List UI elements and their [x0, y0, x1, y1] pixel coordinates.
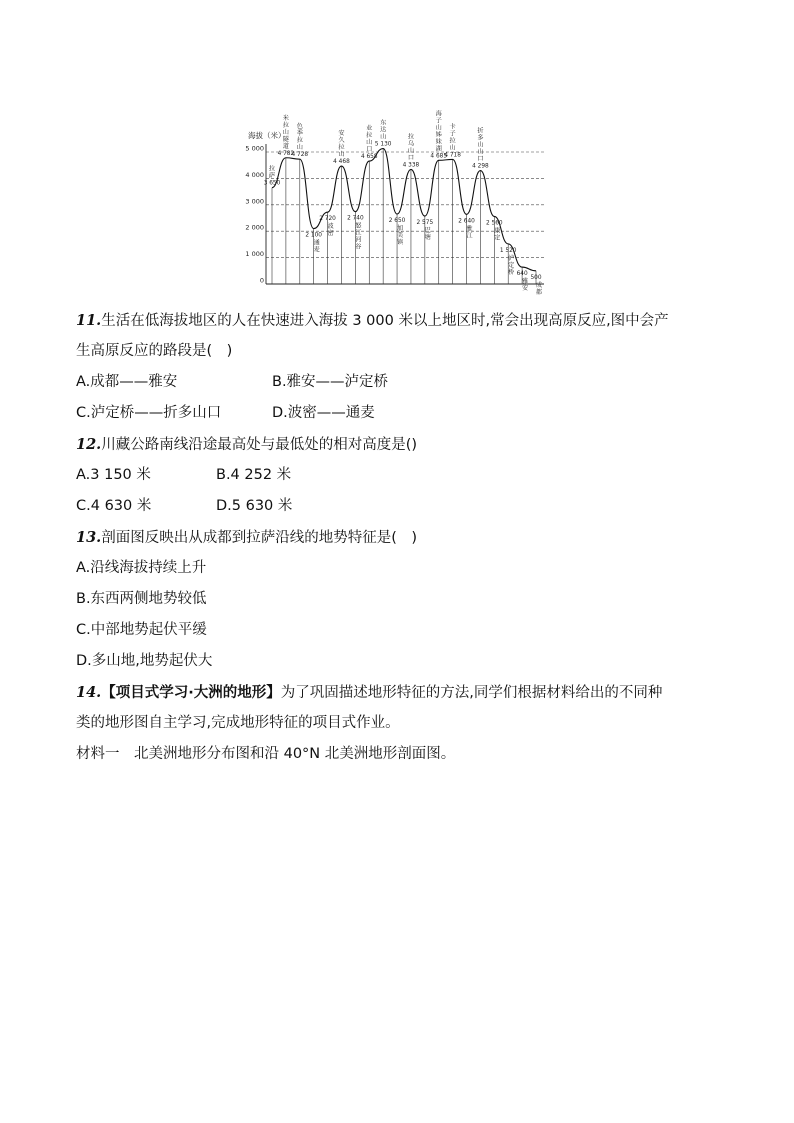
question-number: 11.: [76, 312, 102, 329]
place-label: 拉: [449, 137, 456, 145]
place-label: 季: [296, 130, 303, 138]
elevation-label: 2 575: [416, 220, 434, 227]
option-13b[interactable]: B.东西两侧地势较低: [76, 591, 207, 607]
option-11b[interactable]: B.雅安——泸定桥: [272, 374, 389, 390]
question-stem: 为了巩固描述地形特征的方法,同学们根据材料给出的不同种: [280, 685, 663, 701]
elevation-label: 4 782: [277, 150, 295, 157]
place-label: 通: [313, 239, 320, 247]
elevation-label: 5 130: [374, 141, 392, 148]
question-stem: 生活在低海拔地区的人在快速进入海拔 3 000 米以上地区时,常会出现高原反应,图中会产: [101, 313, 669, 329]
option-11c[interactable]: C.泸定桥——折多山口: [76, 405, 222, 421]
option-13a[interactable]: A.沿线海拔持续上升: [76, 560, 207, 576]
y-tick-label: 1 000: [245, 250, 264, 259]
place-label: 成: [535, 281, 543, 289]
option-13c[interactable]: C.中部地势起伏平缓: [76, 622, 207, 638]
place-label: 业: [366, 125, 373, 133]
place-label: 拉: [407, 133, 415, 141]
question-14-cont: [76, 708, 726, 739]
place-label: 山: [380, 133, 387, 141]
place-label: 卡: [449, 123, 456, 131]
place-label: 山: [435, 124, 442, 132]
y-tick-label: 3 000: [245, 197, 264, 206]
place-label: 乌: [407, 140, 415, 148]
place-label: 拉: [296, 137, 303, 145]
place-label: 山: [282, 128, 289, 136]
question-13: [76, 522, 726, 554]
y-axis-label: 海拔（米）: [248, 131, 286, 140]
place-label: 麦: [313, 246, 320, 254]
elevation-label: 4 468: [333, 159, 350, 166]
place-label: 波: [327, 223, 334, 231]
elevation-label: 3 650: [263, 180, 281, 187]
place-label: 多: [477, 134, 484, 142]
place-label: 色: [296, 123, 303, 131]
place-label: 姊: [435, 131, 442, 139]
place-label: 湖: [435, 145, 442, 153]
elevation-label: 4 728: [291, 152, 309, 159]
place-label: 口: [366, 146, 373, 154]
place-label: 萨: [268, 172, 276, 180]
place-label: 泸: [508, 254, 515, 262]
place-label: 拉: [338, 144, 345, 152]
question-tag: 【项目式学习·大洲的地形】: [101, 685, 281, 701]
question-11-cont: [76, 336, 726, 367]
y-tick-label: 0: [259, 276, 264, 285]
place-label: 河: [355, 236, 362, 244]
place-label: 山: [477, 148, 484, 156]
place-label: 妹: [435, 138, 442, 146]
place-label: 安: [338, 130, 345, 138]
place-label: 定: [494, 234, 501, 242]
elevation-label: 4 298: [472, 163, 489, 170]
place-label: 康: [494, 227, 501, 235]
place-label: 雅: [522, 278, 529, 286]
elevation-label: 1 520: [499, 247, 517, 254]
place-label: 道: [282, 142, 289, 150]
place-label: 山: [477, 141, 484, 149]
option-11a[interactable]: A.成都——雅安: [76, 374, 178, 390]
place-label: 江: [466, 232, 473, 240]
place-label: 子: [449, 130, 456, 138]
place-label: 口: [477, 155, 484, 163]
elevation-label: 640: [516, 271, 528, 278]
place-label: 隧: [282, 135, 289, 143]
elevation-label: 2 100: [305, 232, 322, 239]
place-label: 山: [338, 151, 345, 159]
place-label: 都: [535, 288, 543, 296]
elevation-label: 2 720: [319, 216, 336, 223]
elevation-label: 4 658: [360, 154, 378, 161]
option-13d[interactable]: D.多山地,地势起伏大: [76, 653, 213, 669]
place-label: 雅: [466, 225, 473, 233]
elevation-label: 4 718: [444, 152, 461, 159]
place-label: 东: [380, 119, 387, 127]
option-12b[interactable]: B.4 252 米: [216, 467, 292, 483]
place-label: 海: [435, 110, 442, 118]
question-stem-cont: 生高原反应的路段是( ): [76, 343, 233, 359]
option-12d[interactable]: D.5 630 米: [216, 498, 293, 514]
place-label: 久: [338, 137, 345, 145]
question-12: [76, 429, 726, 461]
option-12a[interactable]: A.3 150 米: [76, 467, 151, 483]
place-label: 谷: [355, 243, 362, 251]
place-label: 桥: [508, 268, 515, 276]
elevation-label: 500: [530, 274, 542, 281]
elevation-label: 2 650: [388, 218, 406, 225]
place-label: 口: [407, 154, 415, 162]
place-label: 折: [477, 127, 484, 135]
place-label: 江: [355, 229, 362, 237]
elevation-label: 4 685: [430, 153, 448, 160]
place-label: 定: [508, 261, 515, 269]
elevation-label: 4 338: [402, 162, 420, 169]
option-12c[interactable]: C.4 630 米: [76, 498, 152, 514]
question-stem: 川藏公路南线沿途最高处与最低处的相对高度是(): [101, 437, 418, 453]
question-number: 12.: [76, 436, 102, 453]
question-11: [76, 305, 726, 337]
option-11d[interactable]: D.波密——通麦: [272, 405, 375, 421]
place-label: 安: [522, 285, 529, 293]
place-label: 塘: [424, 234, 431, 242]
y-tick-label: 2 000: [245, 223, 264, 232]
elevation-label: 2 740: [347, 215, 364, 222]
terrain-profile-figure: [244, 104, 550, 296]
place-label: 拉: [268, 165, 276, 173]
place-label: 达: [380, 126, 387, 134]
question-14: [76, 677, 726, 709]
y-tick-label: 5 000: [245, 144, 264, 153]
question-number: 14.: [76, 684, 102, 701]
place-label: 米: [282, 114, 289, 122]
place-label: 拉: [366, 132, 373, 140]
question-stem-cont: 类的地形图自主学习,完成地形特征的项目式作业。: [76, 715, 400, 731]
question-stem: 剖面图反映出从成都到拉萨沿线的地势特征是( ): [101, 530, 418, 546]
material-1: [76, 739, 726, 770]
place-label: 山: [407, 147, 415, 155]
place-label: 加: [396, 225, 404, 233]
place-label: 镇: [396, 239, 404, 247]
place-label: 怒: [355, 222, 362, 230]
place-label: 山: [449, 144, 456, 152]
place-label: 山: [296, 144, 303, 152]
elevation-label: 2 640: [458, 218, 475, 225]
place-label: 子: [435, 117, 442, 125]
elevation-label: 2 560: [486, 220, 503, 227]
question-number: 13.: [76, 529, 102, 546]
place-label: 美: [396, 232, 404, 240]
material-text: 材料一 北美洲地形分布图和沿 40°N 北美洲地形剖面图。: [76, 746, 456, 762]
place-label: 密: [327, 230, 334, 238]
place-label: 山: [366, 139, 373, 147]
place-label: 拉: [282, 121, 289, 129]
place-label: 巴: [424, 227, 431, 235]
y-tick-label: 4 000: [245, 170, 264, 179]
